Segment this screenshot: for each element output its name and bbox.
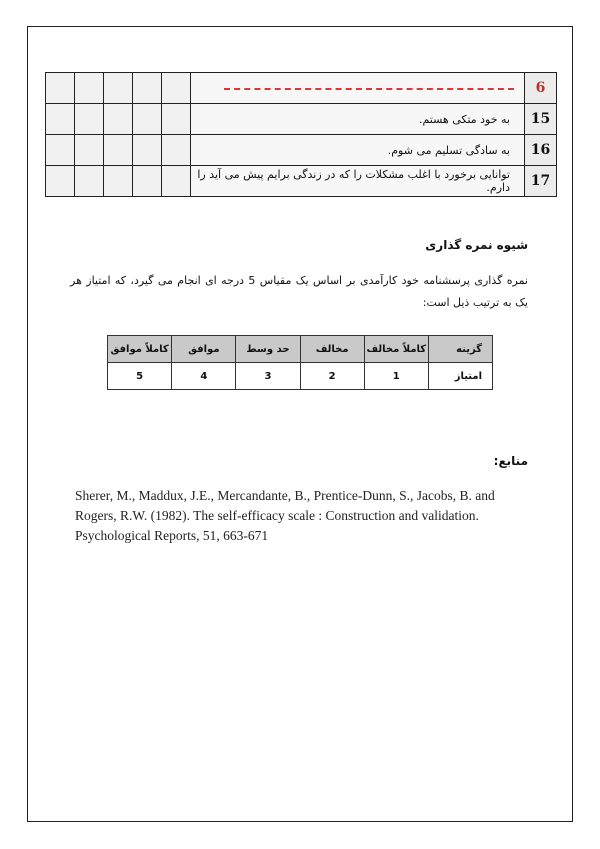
answer-box[interactable] [104, 73, 133, 104]
option-label: مخالف [300, 336, 364, 363]
question-text: به خود متکی هستم. [191, 104, 525, 135]
answer-box[interactable] [133, 73, 162, 104]
answer-box[interactable] [75, 166, 104, 197]
table-row [108, 336, 493, 363]
answer-box[interactable] [104, 166, 133, 197]
scoring-table [107, 335, 493, 390]
answer-box[interactable] [104, 135, 133, 166]
answer-box[interactable] [162, 73, 191, 104]
table-row [46, 104, 557, 135]
table-row [108, 363, 493, 390]
table-row [46, 73, 557, 104]
scoring-heading: شیوه نمره گذاری [425, 238, 528, 252]
question-text: به سادگی تسلیم می شوم. [191, 135, 525, 166]
answer-box[interactable] [162, 104, 191, 135]
question-number: 16 [525, 135, 557, 166]
answer-box[interactable] [75, 104, 104, 135]
answer-box[interactable] [162, 166, 191, 197]
option-label: کاملاً موافق [108, 336, 172, 363]
option-header: گزینه [428, 336, 492, 363]
reference-citation: Sherer, M., Maddux, J.E., Mercandante, B., Prentice-Dunn, S., Jacobs, B. and Rogers, R.W. (1982). The self-efficacy scale : Construction and validation. Psychological Reports, 51, 663-671 [75, 488, 495, 543]
answer-box[interactable] [162, 135, 191, 166]
question-text: توانایی برخورد با اغلب مشکلات را که در زندگی برایم پیش می آید را دارم. [191, 166, 525, 197]
dashed-separator [224, 88, 514, 90]
option-label: حد وسط [236, 336, 300, 363]
answer-box[interactable] [46, 135, 75, 166]
answer-box[interactable] [46, 104, 75, 135]
answer-box[interactable] [75, 135, 104, 166]
score-value: 3 [236, 363, 300, 390]
answer-box[interactable] [133, 166, 162, 197]
question-text [191, 73, 525, 104]
score-row-label: امتیاز [428, 363, 492, 390]
answer-box[interactable] [133, 104, 162, 135]
answer-box[interactable] [133, 135, 162, 166]
score-value: 1 [364, 363, 428, 390]
scoring-paragraph: نمره گذاری پرسشنامه خود کارآمدی بر اساس یک مقیاس 5 درجه ای انجام می گیرد، که امتیاز هر یک به ترتیب ذیل است: [70, 274, 528, 309]
option-label: کاملاً مخالف [364, 336, 428, 363]
score-value: 4 [172, 363, 236, 390]
answer-box[interactable] [46, 166, 75, 197]
questionnaire-table [45, 72, 557, 197]
table-row [46, 135, 557, 166]
question-number: 6 [525, 73, 557, 104]
question-number: 15 [525, 104, 557, 135]
answer-box[interactable] [104, 104, 133, 135]
question-number: 17 [525, 166, 557, 197]
option-label: موافق [172, 336, 236, 363]
answer-box[interactable] [75, 73, 104, 104]
table-row [46, 166, 557, 197]
references-title: منابع: [493, 454, 528, 468]
score-value: 5 [108, 363, 172, 390]
answer-box[interactable] [46, 73, 75, 104]
score-value: 2 [300, 363, 364, 390]
